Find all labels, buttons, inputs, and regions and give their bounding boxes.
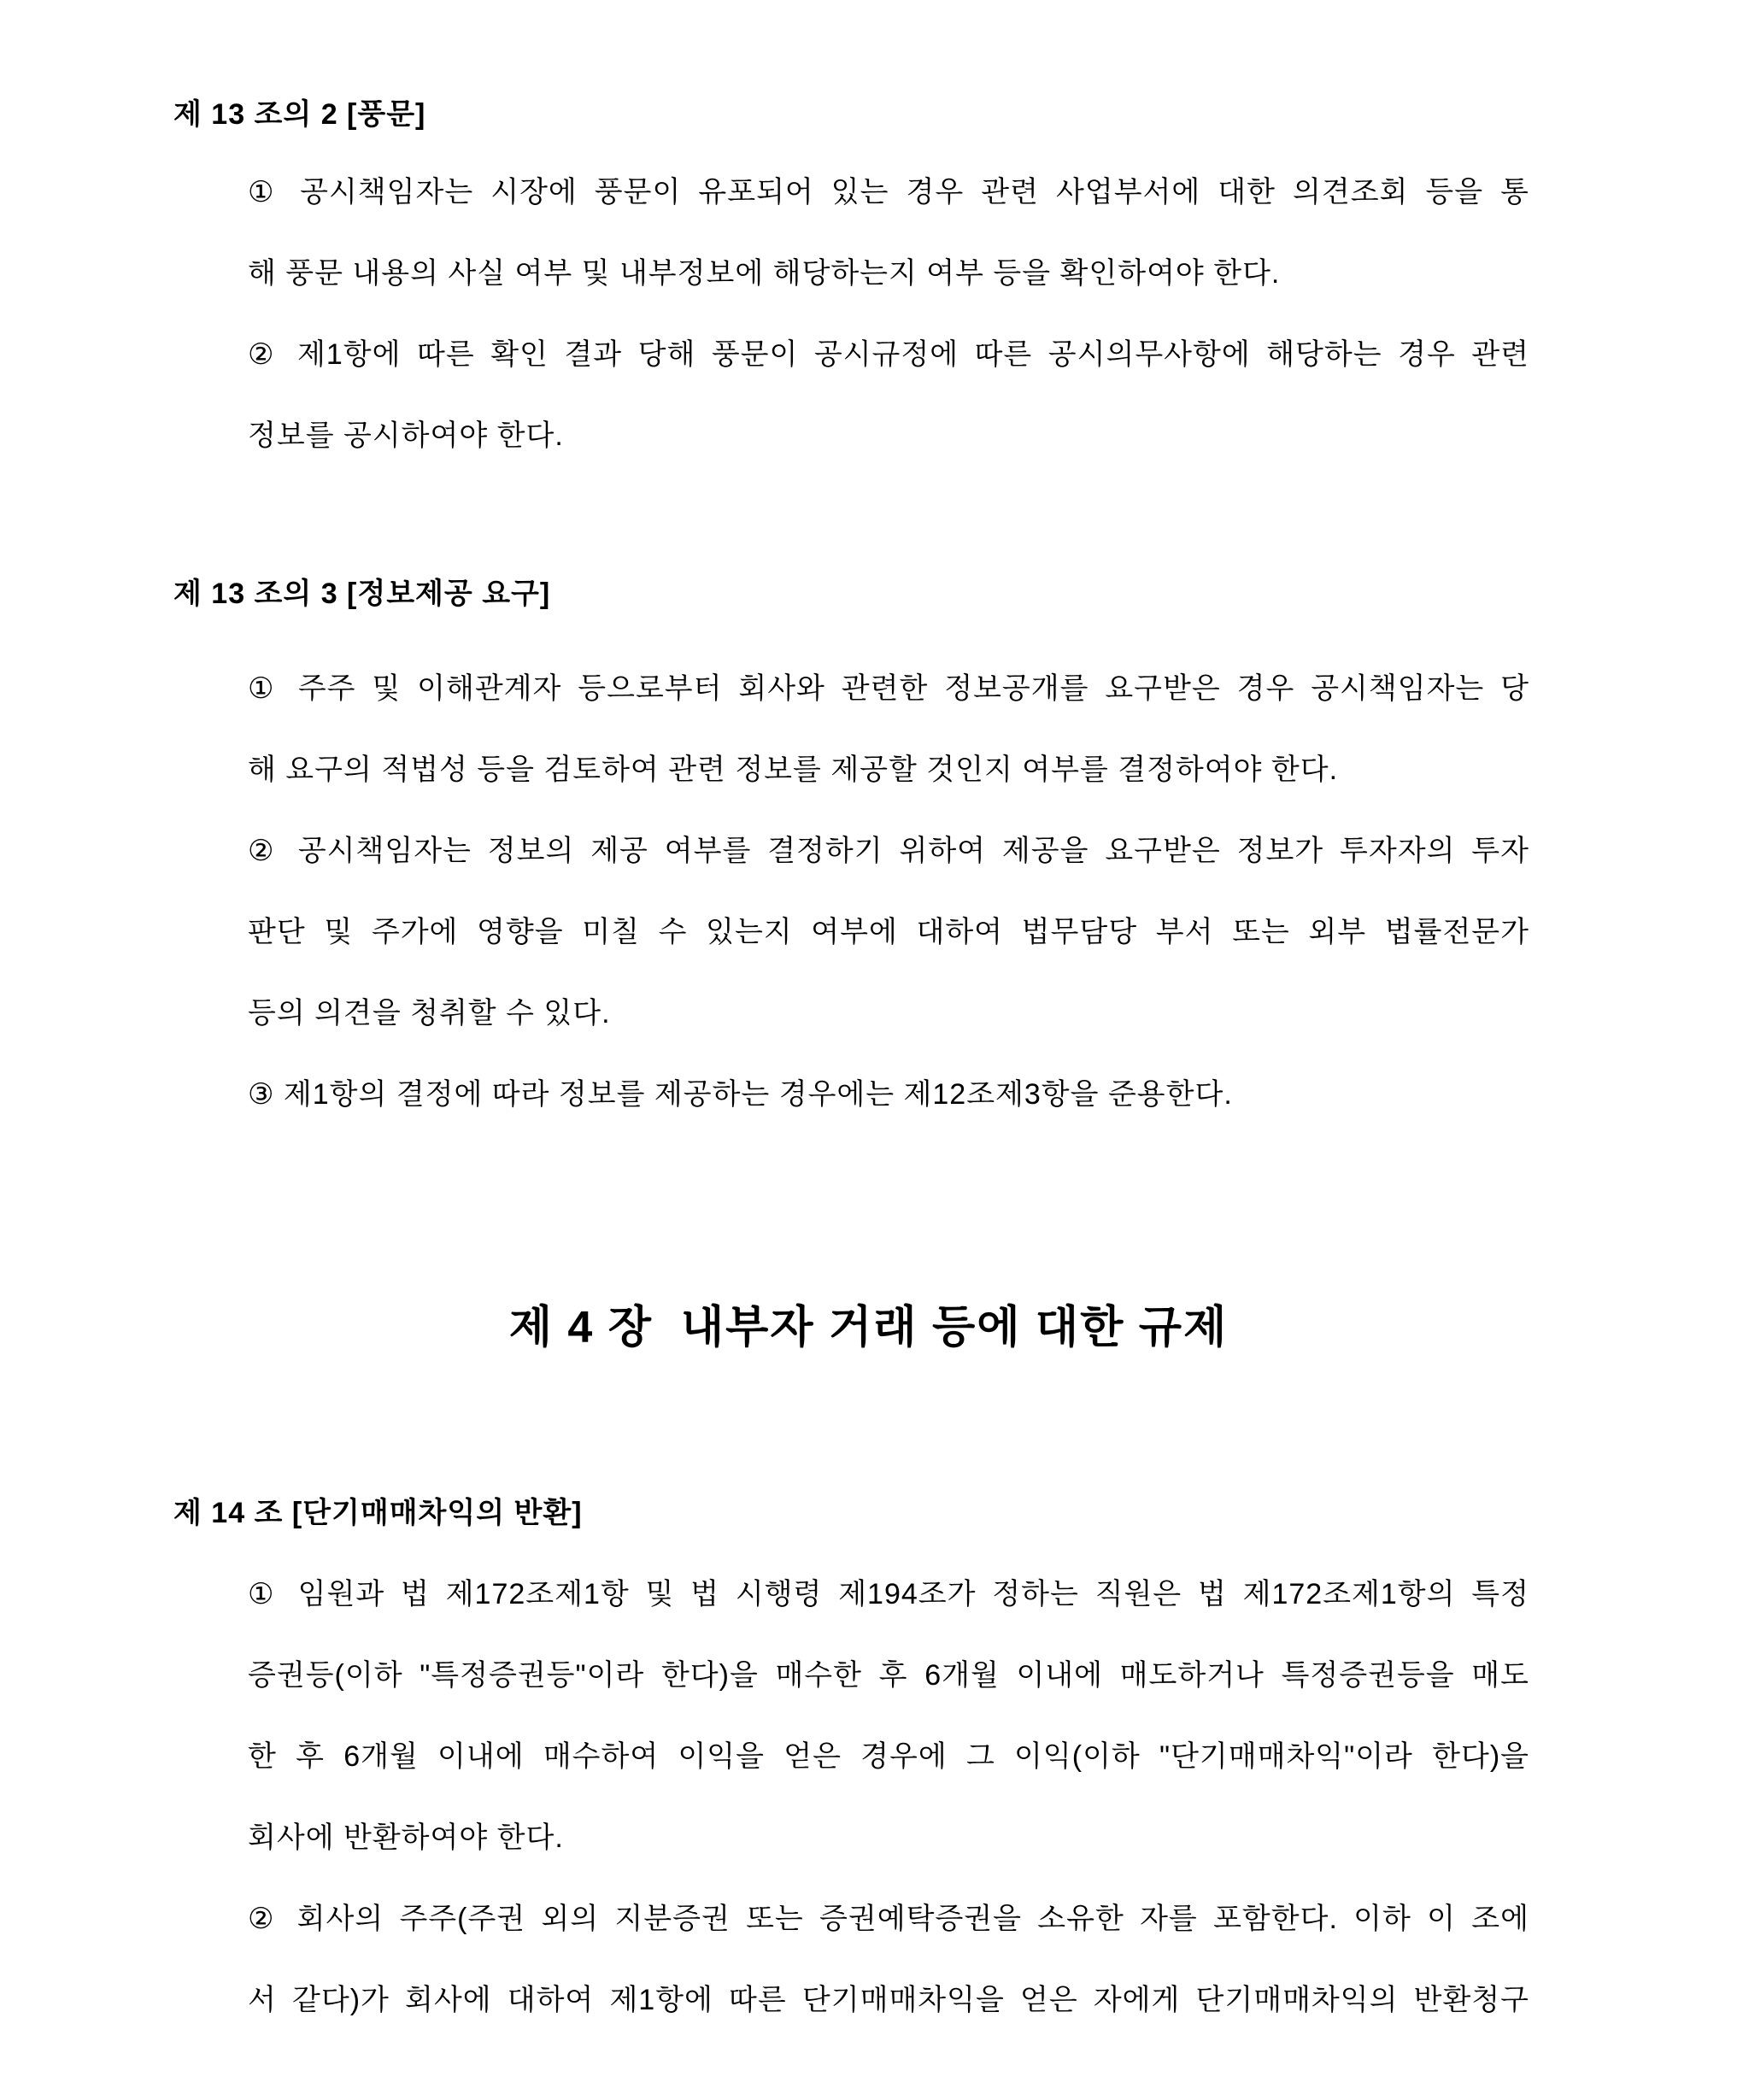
body-line: ② 제1항에 따른 확인 결과 당해 풍문이 공시규정에 따른 공시의무사항에 해당하는 경우 관련	[248, 338, 1529, 371]
body-line: ② 회사의 주주(주권 외의 지분증권 또는 증권예탁증권을 소유한 자를 포함한다. 이하 이 조에	[248, 1903, 1529, 1935]
article-body	[173, 1554, 1529, 2041]
article-heading-13-3: 제 13 조의 3 [정보제공 요구]	[173, 578, 551, 610]
body-line: 해 풍문 내용의 사실 여부 및 내부정보에 해당하는지 여부 등을 확인하여야 한다.	[248, 257, 1281, 290]
article-heading-13-2: 제 13 조의 2 [풍문]	[173, 98, 426, 131]
body-line: 증권등(이하 "특정증권등"이라 한다)을 매수한 후 6개월 이내에 매도하거나 특정증권등을 매도	[248, 1659, 1529, 1692]
article-body	[173, 648, 1529, 1135]
article-heading-14: 제 14 조 [단기매매차익의 반환]	[173, 1497, 583, 1529]
body-line: 정보를 공시하여야 한다.	[248, 419, 564, 452]
body-line: ③ 제1항의 결정에 따라 정보를 제공하는 경우에는 제12조제3항을 준용한다.	[248, 1078, 1233, 1111]
body-line: 등의 의견을 청취할 수 있다.	[248, 997, 611, 1029]
body-line: 서 같다)가 회사에 대하여 제1항에 따른 단기매매차익을 얻은 자에게 단기매매차익의 반환청구	[248, 1984, 1529, 2016]
body-line: ② 공시책임자는 정보의 제공 여부를 결정하기 위하여 제공을 요구받은 정보가 투자자의 투자	[248, 835, 1529, 867]
article-body	[173, 152, 1529, 477]
chapter-heading: 제 4 장 내부자 거래 등에 대한 규제	[508, 1303, 1229, 1352]
body-line: ① 주주 및 이해관계자 등으로부터 회사와 관련한 정보공개를 요구받은 경우 공시책임자는 당	[248, 672, 1529, 705]
body-line: 해 요구의 적법성 등을 검토하여 관련 정보를 제공할 것인지 여부를 결정하여야 한다.	[248, 754, 1339, 786]
body-line: 판단 및 주가에 영향을 미칠 수 있는지 여부에 대하여 법무담당 부서 또는 외부 법률전문가	[248, 916, 1529, 948]
body-line: ① 임원과 법 제172조제1항 및 법 시행령 제194조가 정하는 직원은 법 제172조제1항의 특정	[248, 1578, 1529, 1610]
body-line: 한 후 6개월 이내에 매수하여 이익을 얻은 경우에 그 이익(이하 "단기매매차익"이라 한다)을	[248, 1740, 1529, 1773]
body-line: 회사에 반환하여야 한다.	[248, 1821, 564, 1854]
body-line: ① 공시책임자는 시장에 풍문이 유포되어 있는 경우 관련 사업부서에 대한 의견조회 등을 통	[248, 176, 1529, 208]
